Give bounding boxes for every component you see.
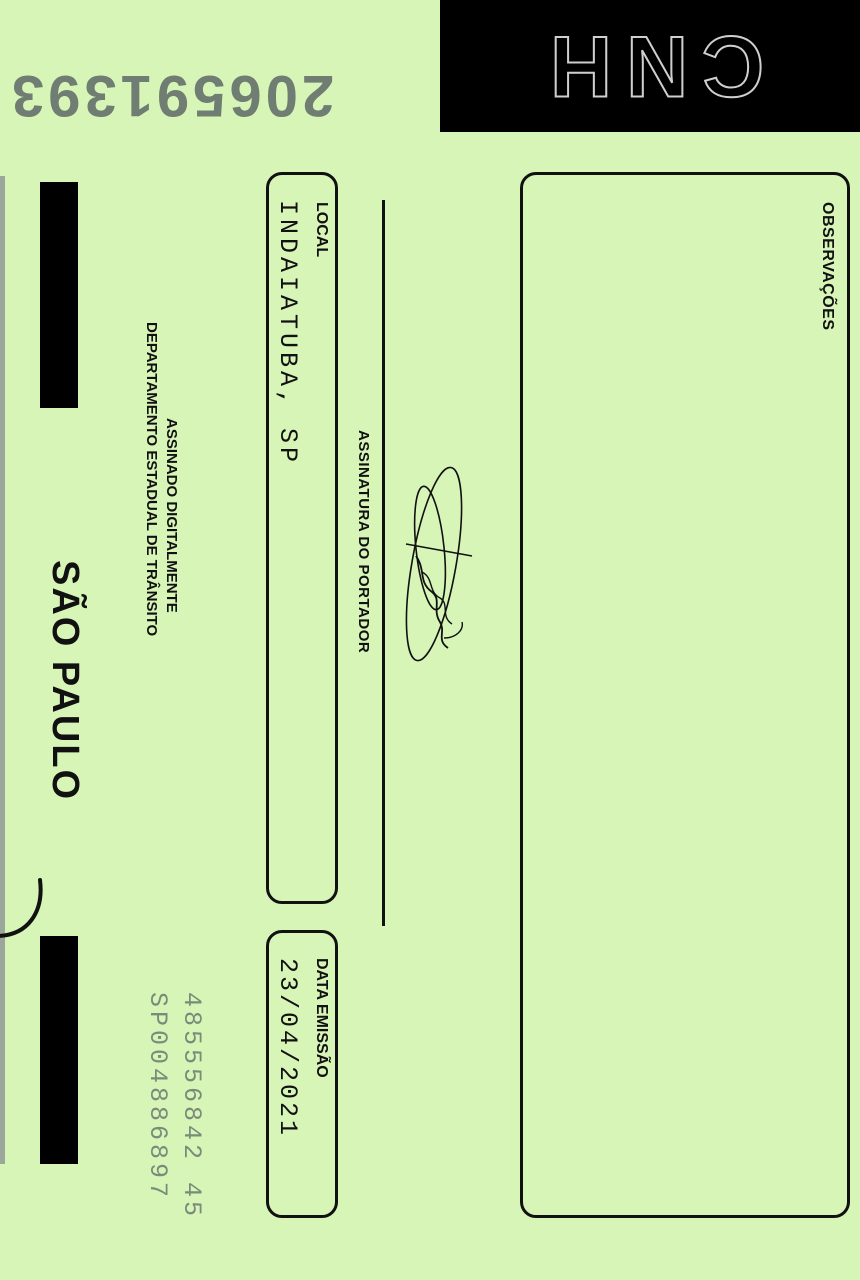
black-bar-bottom <box>40 936 78 1164</box>
signature-label: ASSINATURA DO PORTADOR <box>355 430 372 654</box>
issue-date-value: 23/04/2021 <box>273 958 302 1139</box>
issue-date-label: DATA EMISSÃO <box>312 952 330 1084</box>
department-label: DEPARTAMENTO ESTADUAL DE TRÂNSITO <box>143 322 160 637</box>
state-title: SÃO PAULO <box>44 560 86 802</box>
serial-number: 206591393 <box>7 63 335 128</box>
local-value: INDAIATUBA, SP <box>273 200 302 467</box>
logo-band <box>440 0 860 132</box>
cnh-logo-text: CNH <box>535 18 765 115</box>
security-code-1: 485556842 45 <box>177 992 206 1221</box>
local-label: LOCAL <box>312 196 330 263</box>
signed-digitally-label: ASSINADO DIGITALMENTE <box>163 418 180 613</box>
curve-mark <box>0 878 50 938</box>
security-code-2: SP004886897 <box>143 992 172 1202</box>
observations-field-box <box>520 172 850 1218</box>
card-edge-line <box>0 176 5 1164</box>
black-bar-top <box>40 182 78 408</box>
handwritten-signature <box>388 452 480 676</box>
signature-line <box>382 200 385 926</box>
observations-label: OBSERVAÇÕES <box>818 196 836 337</box>
